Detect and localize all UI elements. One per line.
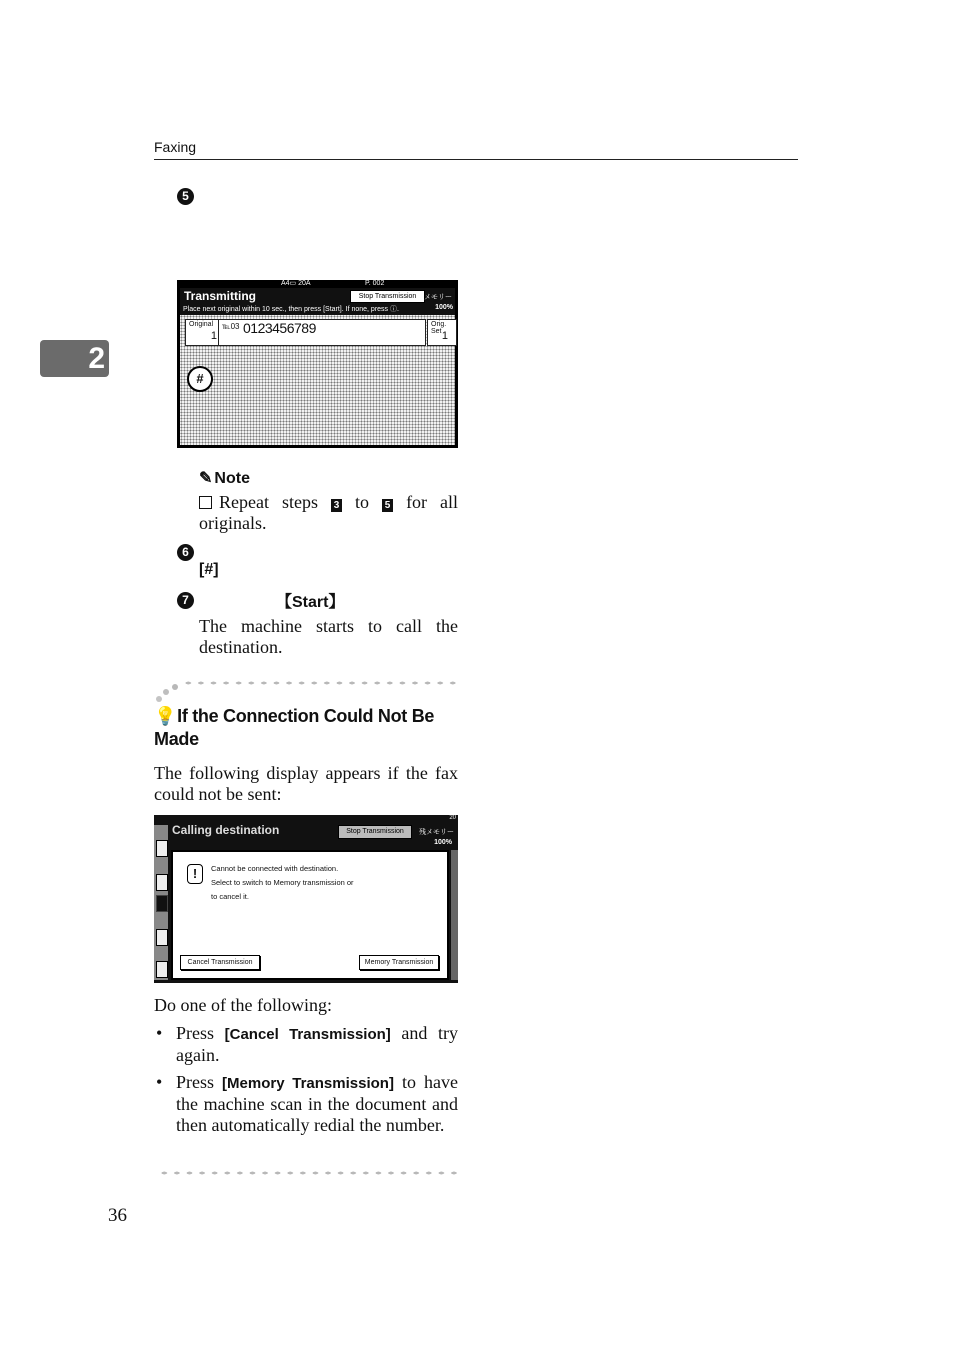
side-tab[interactable] — [156, 874, 168, 891]
note-text-c: for all originals. — [199, 492, 459, 533]
error-dialog — [171, 850, 449, 980]
running-header: Faxing — [154, 139, 197, 155]
orig-set-value: 1 — [441, 330, 448, 342]
tip-heading — [154, 705, 464, 751]
stop-transmission-button[interactable]: Stop Transmission — [338, 825, 412, 839]
instructions-intro: Do one of the following: — [154, 995, 332, 1015]
phone-icon: ℡03 — [222, 322, 240, 331]
note-heading — [199, 468, 250, 488]
header-rule — [154, 159, 798, 160]
chapter-tab — [40, 340, 109, 377]
error-message — [211, 862, 354, 904]
start-key-label: 【Start】 — [276, 594, 345, 611]
bullet1-post: and try again. — [176, 1023, 458, 1065]
lightbulb-icon: 💡 — [154, 706, 177, 726]
instructions-list — [154, 1023, 458, 1142]
checkbox-bullet-icon — [199, 496, 212, 509]
stop-transmission-button[interactable]: Stop Transmission — [350, 290, 425, 303]
message-line-1: Cannot be connected with destination. — [211, 864, 339, 873]
screen-panel — [180, 288, 455, 445]
tip-bottom-border — [158, 1170, 458, 1176]
step-number-5: 5 — [177, 188, 194, 205]
memory-percent: 100% — [435, 304, 453, 311]
screen-title: Calling destination — [172, 823, 280, 837]
fax-number: 0123456789 — [243, 320, 316, 336]
side-tab[interactable] — [156, 961, 168, 978]
cancel-transmission-button[interactable]: Cancel Transmission — [180, 955, 260, 970]
note-text-a: Repeat steps — [219, 492, 318, 512]
hash-key-label: [#] — [199, 561, 219, 578]
side-tab[interactable] — [156, 840, 168, 857]
page-code: P. 002 — [365, 280, 385, 287]
original-value: 1 — [210, 330, 217, 342]
side-tab[interactable] — [156, 895, 168, 912]
paper-size-code: A4▭ 20A — [281, 280, 311, 287]
note-item — [199, 492, 458, 534]
message-line-2: Select to switch to Memory transmission or — [211, 878, 354, 887]
tip-top-border — [154, 680, 458, 700]
transmitting-screen — [177, 280, 458, 448]
note-text-b: to — [355, 492, 370, 512]
bullet2-pre: Press — [176, 1072, 215, 1092]
step7-result-text: The machine starts to call the destination. — [199, 616, 458, 657]
memory-label: 残メモリー — [419, 829, 454, 836]
chapter-number: 2 — [88, 342, 105, 375]
memory-transmission-button[interactable]: Memory Transmission — [359, 955, 439, 970]
step-number-6: 6 — [177, 544, 194, 561]
bullet2-post: to have the machine scan in the document and then automatically redial the number. — [176, 1072, 458, 1135]
hash-key-icon[interactable]: # — [187, 366, 213, 392]
screen-instruction: Place next original within 10 sec., then press [Start]. If none, press ⓘ. — [183, 306, 399, 313]
exclamation-icon: ! — [187, 864, 203, 884]
step-number-7: 7 — [177, 592, 194, 609]
memory-transmission-key: [Memory Transmission] — [222, 1075, 394, 1092]
instruction-bullet-1 — [154, 1023, 458, 1066]
screen-status-bar — [177, 280, 458, 288]
screen-top-number: 20 — [449, 815, 456, 821]
page-number: 36 — [108, 1205, 127, 1226]
orig-set-box — [427, 319, 457, 346]
orig-set-label: Orig. Set — [431, 321, 447, 335]
right-edge-strip — [451, 850, 458, 980]
tip-title: If the Connection Could Not Be Made — [154, 706, 435, 749]
memory-label: 残メモリー — [417, 294, 452, 301]
note-label: Note — [214, 470, 250, 487]
pencil-icon: ✎ — [199, 470, 213, 487]
cancel-transmission-key: [Cancel Transmission] — [224, 1026, 391, 1043]
destination-field[interactable] — [218, 319, 426, 346]
screen-title: Transmitting — [184, 289, 257, 303]
tip-intro: The following display appears if the fax could not be sent: — [154, 763, 458, 804]
original-label: Original — [189, 321, 214, 328]
step-ref-from: 3 — [331, 499, 342, 512]
memory-percent: 100% — [434, 839, 452, 846]
screen-title-bar — [180, 288, 455, 315]
bullet1-pre: Press — [176, 1023, 215, 1043]
calling-destination-screen — [154, 815, 458, 983]
side-tab[interactable] — [156, 929, 168, 946]
message-line-3: to cancel it. — [211, 892, 249, 901]
instruction-bullet-2 — [154, 1072, 458, 1136]
step-ref-to: 5 — [382, 499, 393, 512]
side-tab-strip — [154, 825, 168, 980]
original-count-box — [185, 319, 221, 346]
